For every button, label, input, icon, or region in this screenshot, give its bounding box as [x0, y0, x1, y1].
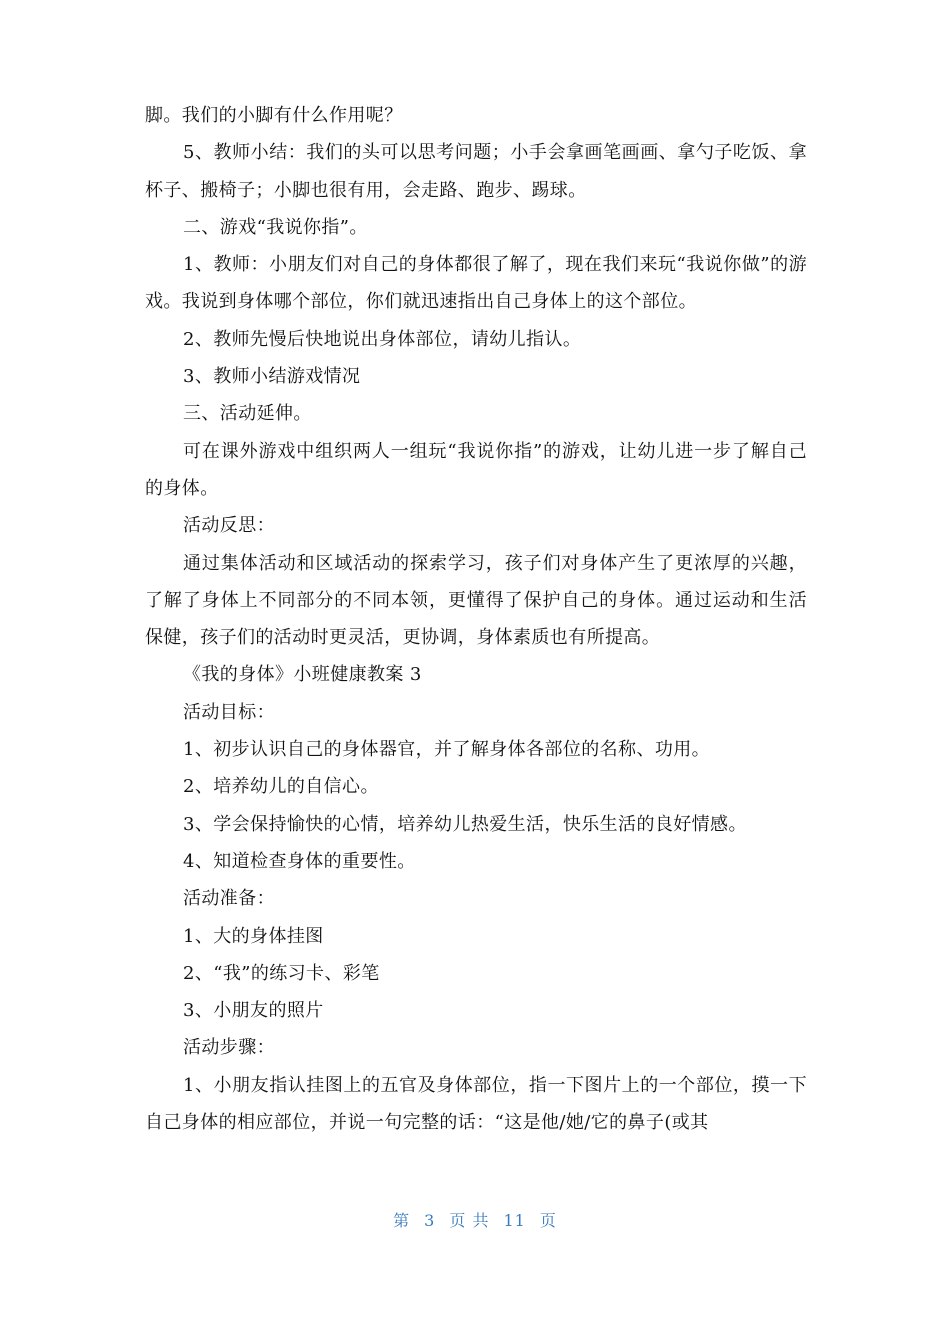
paragraph: 1、小朋友指认挂图上的五官及身体部位，指一下图片上的一个部位，摸一下自己身体的相应部位，并说一句完整的话：“这是他/她/它的鼻子(或其 [145, 1074, 807, 1134]
section-heading: 二、游戏“我说你指”。 [183, 216, 368, 238]
paragraph: 5、教师小结：我们的头可以思考问题；小手会拿画笔画画、拿勺子吃饭、拿杯子、搬椅子；小脚也很有用，会走路、跑步、踢球。 [145, 142, 807, 201]
paragraph: 1、教师：小朋友们对自己的身体都很了解了，现在我们来玩“我说你做”的游戏。我说到身体哪个部位，你们就迅速指出自己身体上的这个部位。 [145, 254, 807, 313]
footer-middle: 页 共 [449, 1211, 490, 1230]
paragraph: 通过集体活动和区域活动的探索学习，孩子们对身体产生了更浓厚的兴趣，了解了身体上不同部分的不同本领，更懂得了保护自己的身体。通过运动和生活保健，孩子们的活动时更灵活，更协调，身体素质也有所提高。 [145, 552, 807, 649]
paragraph: 3、学会保持愉快的心情，培养幼儿热爱生活，快乐生活的良好情感。 [183, 813, 747, 835]
footer-suffix: 页 [539, 1211, 557, 1230]
page-body [145, 97, 807, 1141]
section-heading: 三、活动延伸。 [183, 403, 312, 425]
total-page-count: 11 [503, 1211, 526, 1230]
paragraph: 2、教师先慢后快地说出身体部位，请幼儿指认。 [183, 328, 582, 350]
paragraph: 4、知道检查身体的重要性。 [183, 850, 416, 872]
paragraph: 2、培养幼儿的自信心。 [183, 776, 379, 798]
paragraph: 2、“我”的练习卡、彩笔 [183, 962, 380, 984]
page-number-footer [0, 1208, 950, 1231]
paragraph: 3、小朋友的照片 [183, 1000, 324, 1022]
section-heading: 活动步骤： [183, 1037, 275, 1059]
paragraph: 1、初步认识自己的身体器官，并了解身体各部位的名称、功用。 [183, 739, 711, 761]
footer-prefix: 第 [393, 1211, 411, 1230]
section-heading: 活动准备： [183, 888, 275, 910]
current-page-number: 3 [424, 1211, 436, 1230]
paragraph: 1、大的身体挂图 [183, 925, 324, 947]
paragraph: 脚。我们的小脚有什么作用呢？ [145, 105, 403, 126]
section-heading: 活动反思： [183, 515, 275, 537]
paragraph: 可在课外游戏中组织两人一组玩“我说你指”的游戏，让幼儿进一步了解自己的身体。 [145, 440, 807, 499]
paragraph: 3、教师小结游戏情况 [183, 366, 361, 388]
section-heading: 活动目标： [183, 701, 275, 723]
lesson-title: 《我的身体》小班健康教案 3 [183, 664, 422, 686]
